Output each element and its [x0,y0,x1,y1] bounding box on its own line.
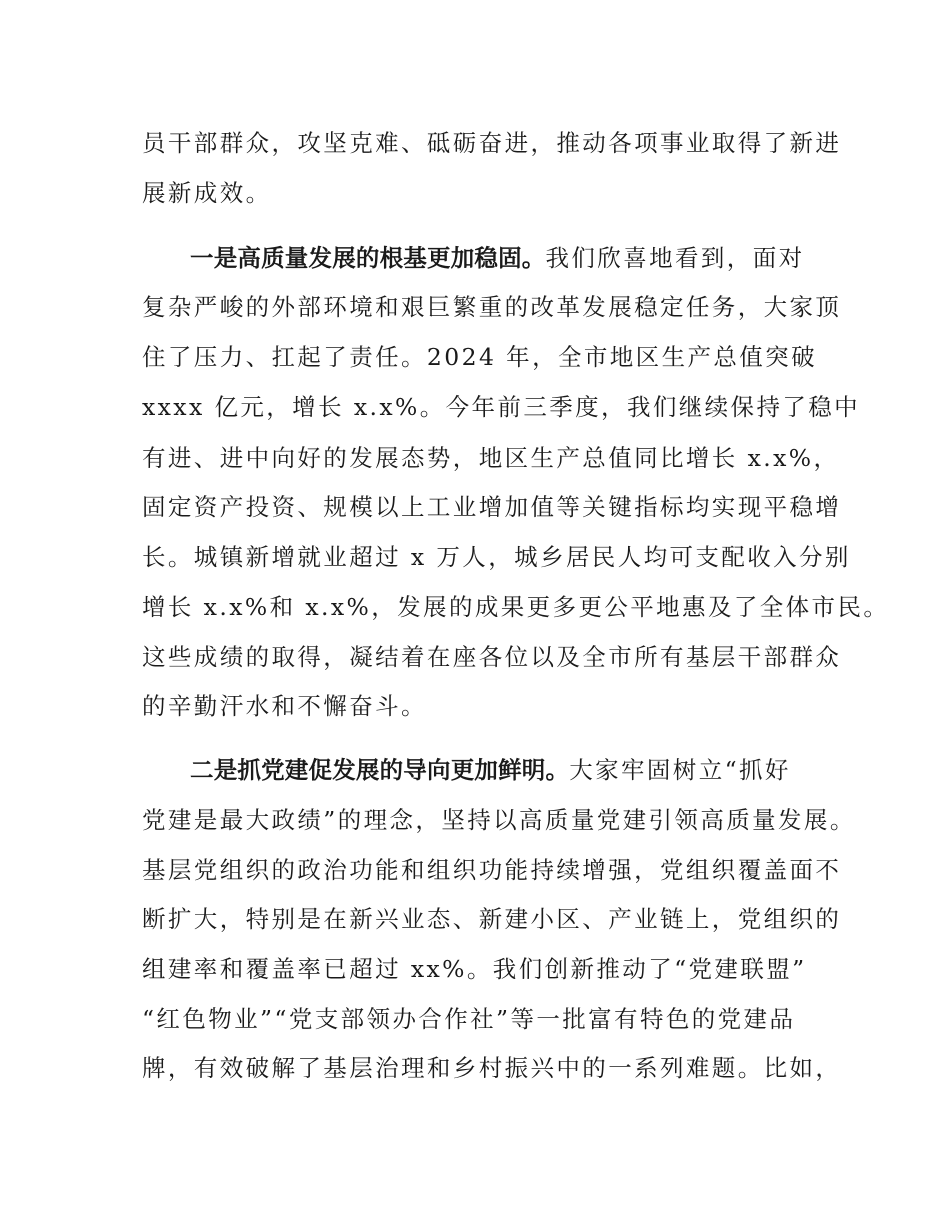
text-line: 这些成绩的取得，凝结着在座各位以及全市所有基层干部群众 [142,643,842,671]
text-line: xxxx 亿元，增长 x.x%。今年前三季度，我们继续保持了稳中 [142,393,861,421]
text-line: 员干部群众，攻坚克难、砥砺奋进，推动各项事业取得了新进 [142,129,842,157]
paragraph-heading: 二是抓党建促发展的导向更加鲜明。 [190,756,570,784]
text-run: 我们欣喜地看到，面对 [545,244,805,272]
text-line: 基层党组织的政治功能和组织功能持续增强，党组织覆盖面不 [142,856,842,884]
text-line: 党建是最大政绩”的理念，坚持以高质量党建引领高质量发展。 [142,806,856,834]
text-line: 增长 x.x%和 x.x%，发展的成果更多更公平地惠及了全体市民。 [142,593,890,621]
text-line: 的辛勤汗水和不懈奋斗。 [142,692,427,720]
text-line: 复杂严峻的外部环境和艰巨繁重的改革发展稳定任务，大家顶 [142,293,842,321]
text-line: 断扩大，特别是在新兴业态、新建小区、产业链上，党组织的 [142,905,842,933]
paragraph-first-line [190,755,791,785]
paragraph-heading: 一是高质量发展的根基更加稳固。 [190,244,546,272]
paragraph-first-line [190,243,805,273]
text-line: 固定资产投资、规模以上工业增加值等关键指标均实现平稳增 [142,493,842,521]
text-line: 展新成效。 [142,179,272,207]
text-line: 有进、进中向好的发展态势，地区生产总值同比增长 x.x%， [142,444,840,472]
text-line: “红色物业”“党支部领办合作社”等一批富有特色的党建品 [142,1005,796,1033]
text-line: 长。城镇新增就业超过 x 万人，城乡居民人均可支配收入分别 [142,543,851,571]
text-line: 组建率和覆盖率已超过 xx%。我们创新推动了“党建联盟” [142,955,807,983]
text-line: 牌，有效破解了基层治理和乡村振兴中的一系列难题。比如， [142,1054,842,1082]
text-run: 大家牢固树立“抓好 [569,756,791,784]
text-line: 住了压力、扛起了责任。2024 年，全市地区生产总值突破 [142,343,817,371]
